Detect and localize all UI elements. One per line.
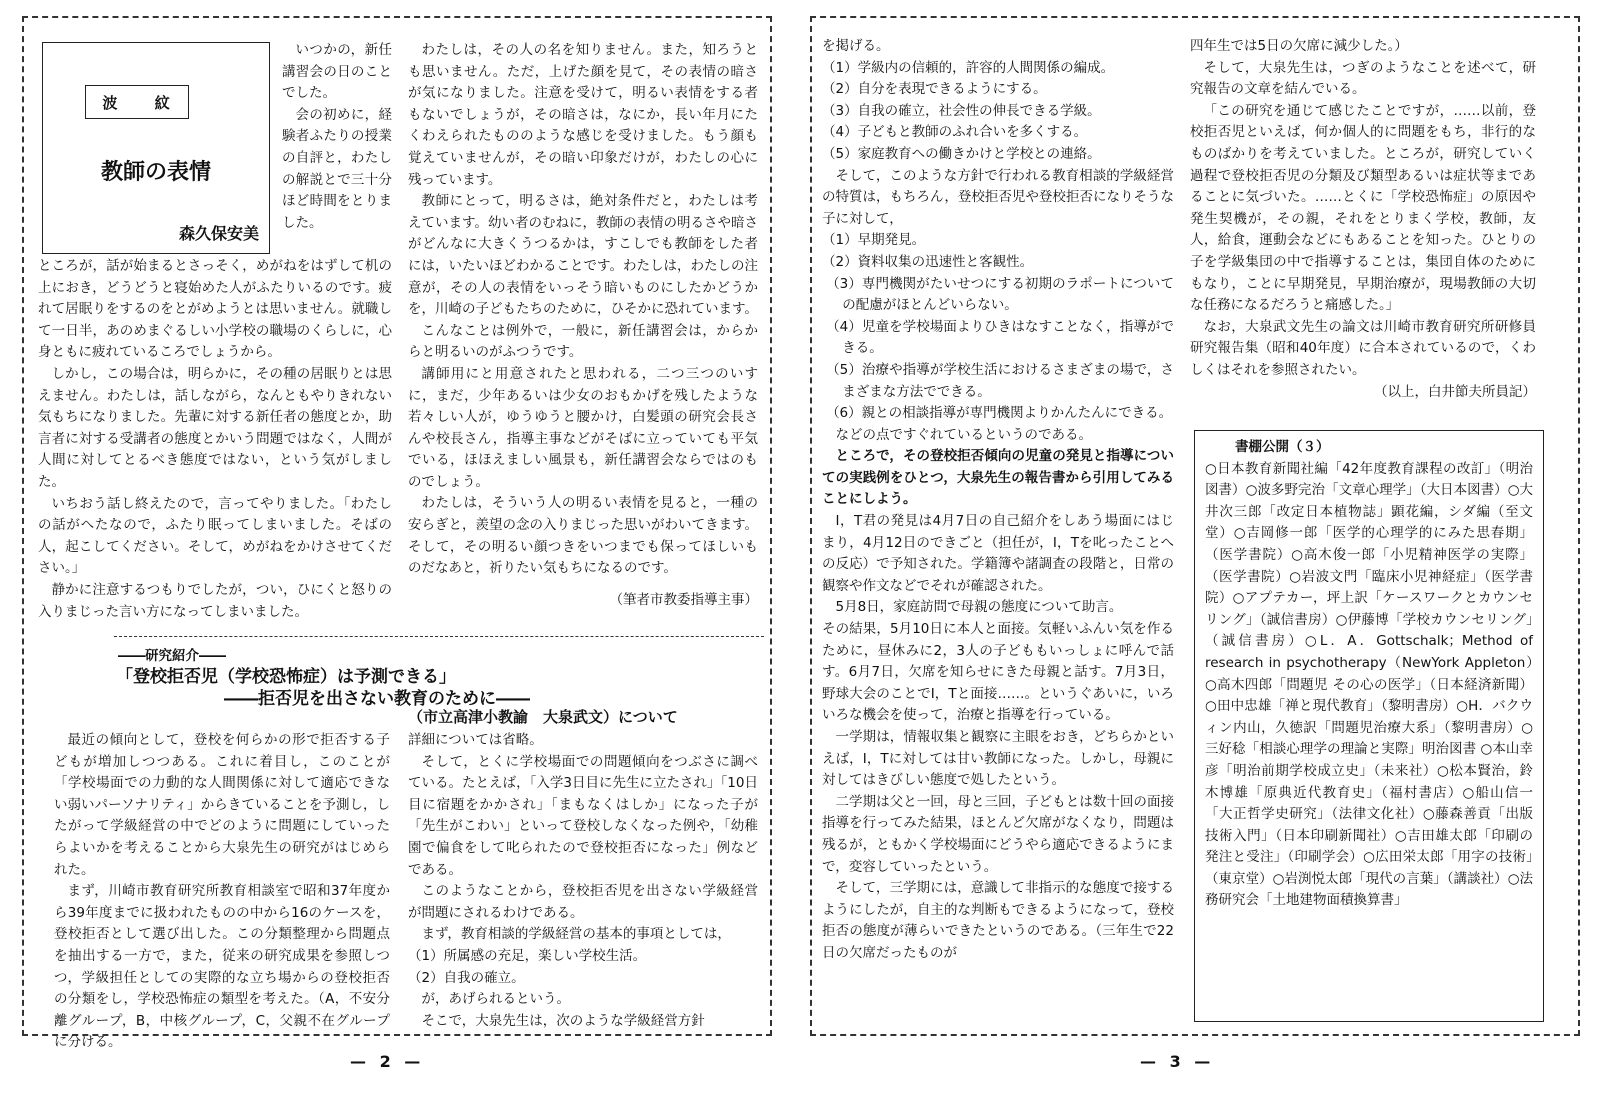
paragraph: しかし，この場合は，明らかに，その種の居眠りとは思えません。わたしは，話しながら，なんともやりきれない気もちになりました。先輩に対する新任者の態度とか，助言者に対する受講者の態度とかいう問題ではなく，人間が人間に対してとるべき態度ではない，という気がしました。 <box>38 365 392 490</box>
paragraph: 詳細については省略。 <box>408 732 543 748</box>
paragraph: そして，とくに学校場面での問題傾向をつぶさに調べている。たとえば，「入学3日目に先生に立たされ」「10日目に宿題をかかされ」「まもなくはしか」になった子が「先生がこわい」といって登校しなくなった例や，「幼稚園で偏食をして叱られたので登校拒否になった」例などである。 <box>408 753 758 878</box>
page-number-left: — 2 — <box>350 1052 425 1071</box>
page-number-right: — 3 — <box>1140 1052 1215 1071</box>
research-col-d <box>408 730 758 1032</box>
paragraph: そして，大泉先生は，つぎのようなことを述べて，研究報告の文章を結んでいる。 <box>1190 59 1536 98</box>
bookshelf-list: ○日本教育新聞社編「42年度教育課程の改訂」（明治図書）○波多野完治「文章心理学」（大日本図書）○大井次三郎「改定日本植物誌」顕花編，シダ編（至文堂）○吉岡修一郎「医学的心理学的にみた思春期」（医学書院）○高木俊一郎「小児精神医学の実際」（医学書院）○岩波文門「臨床小児神経症」（医学書院）○アプテカー，坪上訳「ケースワークとカウンセリング」（誠信書房）○伊藤博「学校カウンセリング」（誠信書房）○L．A．Gottschalk；Method of research in psychotherapy（NewYork Appleton）○高木四郎「問題児 その心の医学」（日本経済新聞）○田中忠雄「禅と現代教育」（黎明書房）○H．バクウィン内山，久徳訳「問題児治療大系」（黎明書房）○三好稔「相談心理学の理論と実際」明治図書 ○本山幸彦「明治前期学校成立史」（未来社）○松本賢治，鈴木博雄「原典近代教育史」（福村書店）○船山信一「大正哲学史研究」（法律文化社）○藤森善貢「出版技術入門」（日本印刷新聞社）○吉田雄太郎「印刷の発注と受注」（印刷学会）○広田栄太郎「用字の技術」（東京堂）○岩渕悦太郎「現代の言葉」（講談社）○法務研究会「土地建物面積換算書」 <box>1205 460 1533 909</box>
list-item: （2）資料収集の迅速性と客観性。 <box>822 253 1034 270</box>
research-title: 「登校拒否児（学校恐怖症）は予測できる」 <box>116 667 456 687</box>
paragraph: その結果，5月10日に本人と面接。気軽いふんい気を作るために，昼休みに2，3人の子どももいっしょに呼んで話す。6月7日，欠席を知らせにきた母親と話す。7月3日，野球大会のことでI，Tと面接……。というぐあいに，いろいろな機会を使って，治療と指導を行っている。 <box>822 621 1174 724</box>
paragraph: いつかの，新任講習会の日のことでした。 <box>282 42 392 102</box>
list-item: （2）自我の確立。 <box>408 969 525 986</box>
paragraph: ところが，話が始まるとさっそく，めがねをはずして机の上におき，どうどうと寝始めた人がふたりいるのです。疲れて居眠りをするのをとがめようとは思いません。就職して一日半，あのめまぐるしい小学校の職場のくらしに，心身ともに疲れているころでしょうから。 <box>38 258 392 361</box>
essay-col-b <box>408 40 758 611</box>
paragraph: いちおう話し終えたので，言ってやりました。「わたしの話がへたなので，ふたり眠ってしまいました。そばの人，起こしてください。そして，めがねをかけさせてください。」 <box>38 495 392 577</box>
list-item: （4）子どもと教師のふれ合いを多くする。 <box>822 124 1088 141</box>
paragraph: 二学期は父と一回，母と三回，子どもとは数十回の面接指導を行ってみた結果，ほとんど欠席がなくなり，問題は残るが，ともかく学校場面にどうやら適応できるようにまで，変容していったという。 <box>822 793 1174 875</box>
paragraph: なお，大泉武文先生の論文は川崎市教育研究所研修員研究報告集（昭和40年度）に合本されているので，くわしくはそれを参照されたい。 <box>1190 318 1536 378</box>
paragraph: そして，このような方針で行われる教育相談的学級経営の特質は，もちろん，登校拒否児や登校拒否になりそうな子に対して， <box>822 167 1174 227</box>
research-col-f <box>1190 36 1536 403</box>
list-item: （3）専門機関がたいせつにする初期のラポートについての配慮がほとんどいらない。 <box>826 275 1174 314</box>
paragraph: こんなことは例外で，一般に，新任講習会は，からからと明るいのがふつうです。 <box>408 322 758 361</box>
paragraph: 静かに注意するつもりでしたが，つい，ひにくと怒りの入りまじった言い方になってしまいました。 <box>38 581 392 620</box>
essay-col-a-bottom <box>38 256 392 623</box>
paragraph: わたしは，その人の名を知りません。また，知ろうとも思いません。ただ，上げた顔を見て，その表情の暗さが気になりました。注意を受けて，明るい表情をする者もないでしょうが，その暗さは，なにか，長い年月にたくわえられたもののような感じを受けました。もう顔も覚えていませんが，その暗い印象だけが，わたしの心に残っています。 <box>408 42 758 188</box>
research-col-e <box>822 36 1174 965</box>
list-item: （4）児童を学校場面よりひきはなすことなく，指導ができる。 <box>826 318 1174 357</box>
column-title-box <box>42 42 270 254</box>
list-item: （6）親との相談指導が専門機関よりかんたんにできる。 <box>826 405 1173 422</box>
list-item: （2）自分を表現できるようにする。 <box>822 81 1047 98</box>
list-item: （1）早期発見。 <box>822 232 926 249</box>
paragraph: わたしは，そういう人の明るい表情を見ると，一種の安らぎと，羨望の念の入りまじった思いがわいてきます。そして，その明るい顔つきをいつまでも保ってほしいものだなあと，祈りたい気もちになるのです。 <box>408 495 758 577</box>
paragraph: 5月8日，家庭訪問で母親の態度について助言。 <box>835 599 1123 616</box>
research-subtitle: ――拒否児を出さない教育のために―― <box>224 689 530 709</box>
section-divider <box>114 636 764 637</box>
essay-author: 森久保安美 <box>178 224 259 243</box>
list-item: （3）自我の確立，社会性の伸長できる学級。 <box>822 102 1101 119</box>
bookshelf-box <box>1194 430 1544 1022</box>
research-col-c <box>54 730 390 1054</box>
paragraph: などの点ですぐれているというのである。 <box>835 426 1092 443</box>
research-source: （市立高津小教諭 大泉武文）について <box>408 708 678 726</box>
paragraph: このようなことから，登校拒否児を出さない学級経営が問題にされるわけである。 <box>408 883 758 921</box>
paragraph: まず，教育相談的学級経営の基本的事項としては， <box>421 926 731 943</box>
paragraph: まず，川崎市教育研究所教育相談室で昭和37年度から39年度までに扱われたものの中から16のケースを，登校拒否として選び出した。この分類整理から問題点を抽出する一方で，また，従来の研究成果を参照しつつ，学級担任としての実際的な立ち場からの登校拒否の分類をし，学校恐怖症の類型を考えた。（A，不安分離グループ，B，中核グループ，C，父親不在グループに分ける。 <box>54 883 390 1051</box>
paragraph: が，あげられるという。 <box>421 991 570 1008</box>
research-label: ――研究紹介―― <box>118 648 226 664</box>
research-signature: （以上，白井節夫所員記） <box>1374 383 1536 400</box>
page-2 <box>22 16 772 1051</box>
list-item: （1）学級内の信頼的，許容的人間関係の編成。 <box>822 59 1115 76</box>
list-item: （5）家庭教育への働きかけと学校との連絡。 <box>822 145 1101 162</box>
list-item: （5）治療や指導が学校生活におけるさまざまの場で，さまざまな方法でできる。 <box>826 361 1174 400</box>
column-tag: 波 紋 <box>85 85 189 119</box>
paragraph: 会の初めに，経験者ふたりの授業の自評と，わたしの解説とで三十分ほど時間をとりました。 <box>282 106 392 231</box>
paragraph: ところで，その登校拒否傾向の児童の発見と指導についての実践例をひとつ，大泉先生の報告書から引用してみることにしよう。 <box>822 448 1174 508</box>
page-3 <box>810 16 1580 1036</box>
essay-col-a-top <box>282 40 392 234</box>
paragraph: 最近の傾向として，登校を何らかの形で拒否する子どもが増加しつつある。これに着目し，このことが「学校場面での力動的な人間関係に対して適応できない弱いパーソナリティ」からきていることを予測し，したがって学級経営の中でどのように問題にしていったらよいかを考えることから大泉先生の研究がはじめられた。 <box>54 732 390 878</box>
bookshelf-title: 書棚公開（３） <box>1235 439 1330 455</box>
paragraph: を掲げる。 <box>822 38 890 54</box>
list-item: （1）所属感の充足，楽しい学校生活。 <box>408 947 647 964</box>
paragraph: 四年生では5日の欠席に減少した。） <box>1190 38 1408 54</box>
paragraph: 「この研究を通じて感じたことですが，……以前，登校拒否児といえば，何か個人的に問題をもち，非行的なものばかりを考えていました。ところが，研究していく過程で登校拒否児の分類及び類型あるいは症状等まであることに気づいた。……とくに「学校恐怖症」の原因や発生契機が，その親，それをとりまく学校，教師，友人，給食，運動会などにもあることを知った。ひとりの子を学級集団の中で指導することは，集団自体のためにもなり，ことに早期発見，早期治療が，現場教師の大切な任務になるだろうと痛感した。」 <box>1190 102 1536 314</box>
essay-title: 教師の表情 <box>100 160 211 185</box>
paragraph: 一学期は，情報収集と観察に主眼をおき，どちらかといえば，I，Tに対しては甘い教師になった。しかし，母親に対してはきびしい態度で処したという。 <box>822 729 1174 789</box>
paragraph: 講師用にと用意されたと思われる，二つ三つのいすに，まだ，少年あるいは少女のおもかげを残したような若々しい人が，ゆうゆうと腰かけ，白髪頭の研究会長さんや校長さん，指導主事などがそばに立っていても平気でいる，ほほえましい風景も，新任講習会ならではのものでしょう。 <box>408 365 758 490</box>
paragraph: そして，三学期には，意識して非指示的な態度で接するようにしたが，自主的な判断もできるようになって，登校拒否の態度が薄らいできたというのである。（三年生で22日の欠席だったものが <box>822 880 1174 961</box>
bookshelf-content <box>1205 437 1533 912</box>
paragraph: 教師にとって，明るさは，絶対条件だと，わたしは考えています。幼い者のむねに，教師の表情の明るさや暗さがどんなに大きくうつるかは，すこしでも教師をした者には，いたいほどわかることです。わたしは，わたしの注意が，その人の表情をいっそう暗いものにしたかどうかを，川崎の子どもたちのために，ひそかに恐れています。 <box>408 193 758 318</box>
essay-signature: （筆者市教委指導主事） <box>609 591 758 608</box>
paragraph: そこで，大泉先生は，次のような学級経営方針 <box>421 1012 705 1029</box>
paragraph: I，T君の発見は4月7日の自己紹介をしあう場面にはじまり，4月12日のできごと（担任が，I，Tを叱ったことへの反応）で予知された。学籍簿や諸調査の段階と，日常の観察や作文などでそれが確認された。 <box>822 513 1174 594</box>
